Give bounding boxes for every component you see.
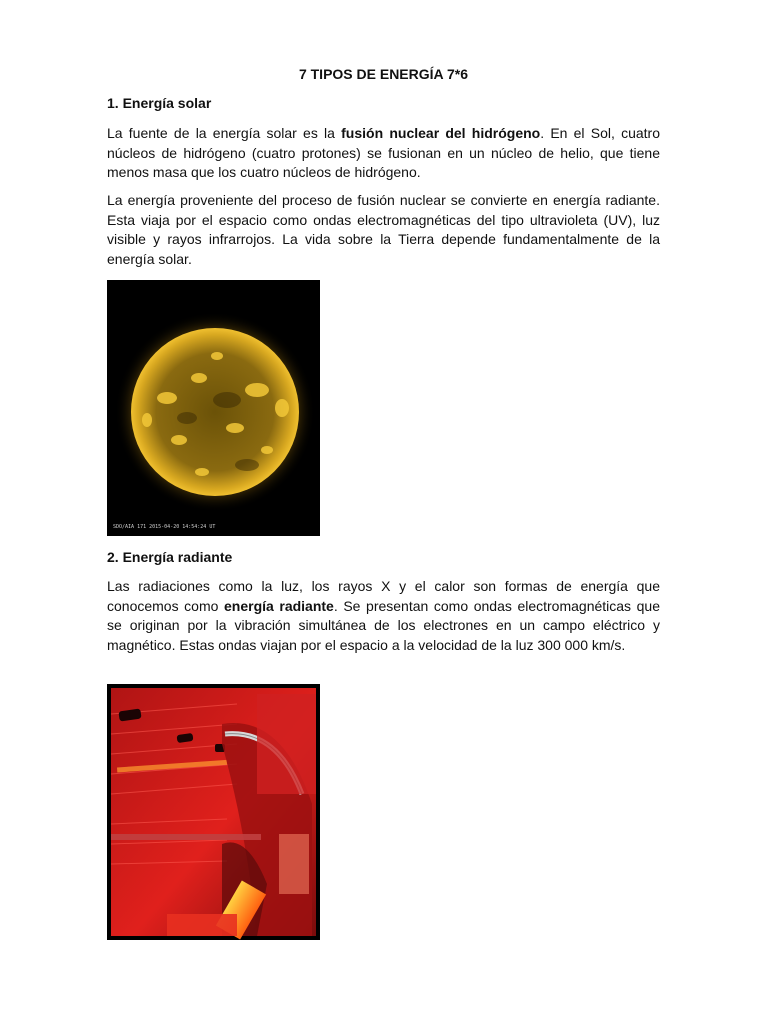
paragraph-text: . Se presentan como ondas electromagnéticas que se originan por la vibración simultánea de los electrones en un campo eléctrico y magnético. Estas ondas viajan por el espacio a la velocidad de la luz 300 000 km/s. [107,597,660,653]
sun-illustration [107,280,320,536]
section-heading-radiant: 2. Energía radiante [107,549,233,565]
paragraph-solar-radiant: La energía proveniente del proceso de fusión nuclear se convierte en energía radiante. Esta viaja por el espacio como ondas electromagnéticas del tipo ultravioleta (UV), luz visible y rayos infrarrojos. La vida sobre la Tierra depende fundamentalmente de la energía solar. [107,192,660,267]
bold-term-radiant: energía radiante [224,597,334,614]
paragraph-text: . En el Sol, cuatro núcleos de hidrógeno (cuatro protones) se fusionan en un núcleo de helio, que tiene menos masa que los cuatro núcleos de hidrógeno. [107,125,660,180]
bold-term-fusion: fusión nuclear del hidrógeno [341,125,541,141]
tanning-bed-illustration [107,684,320,940]
section-heading-solar: 1. Energía solar [107,95,212,111]
paragraph-text: Las radiaciones como la luz, los rayos X y el calor son formas de energía que conocemos como [107,578,660,614]
image-caption: SDO/AIA 171 2015-04-20 14:54:24 UT [113,524,216,530]
page-title: 7 TIPOS DE ENERGÍA 7*6 [298,66,469,82]
paragraph-solar-fusion [107,124,660,183]
sun-image [107,280,320,536]
paragraph-radiant-energy [107,577,660,655]
tanning-bed-image [107,684,320,940]
paragraph-text: La fuente de la energía solar es la [107,125,342,141]
